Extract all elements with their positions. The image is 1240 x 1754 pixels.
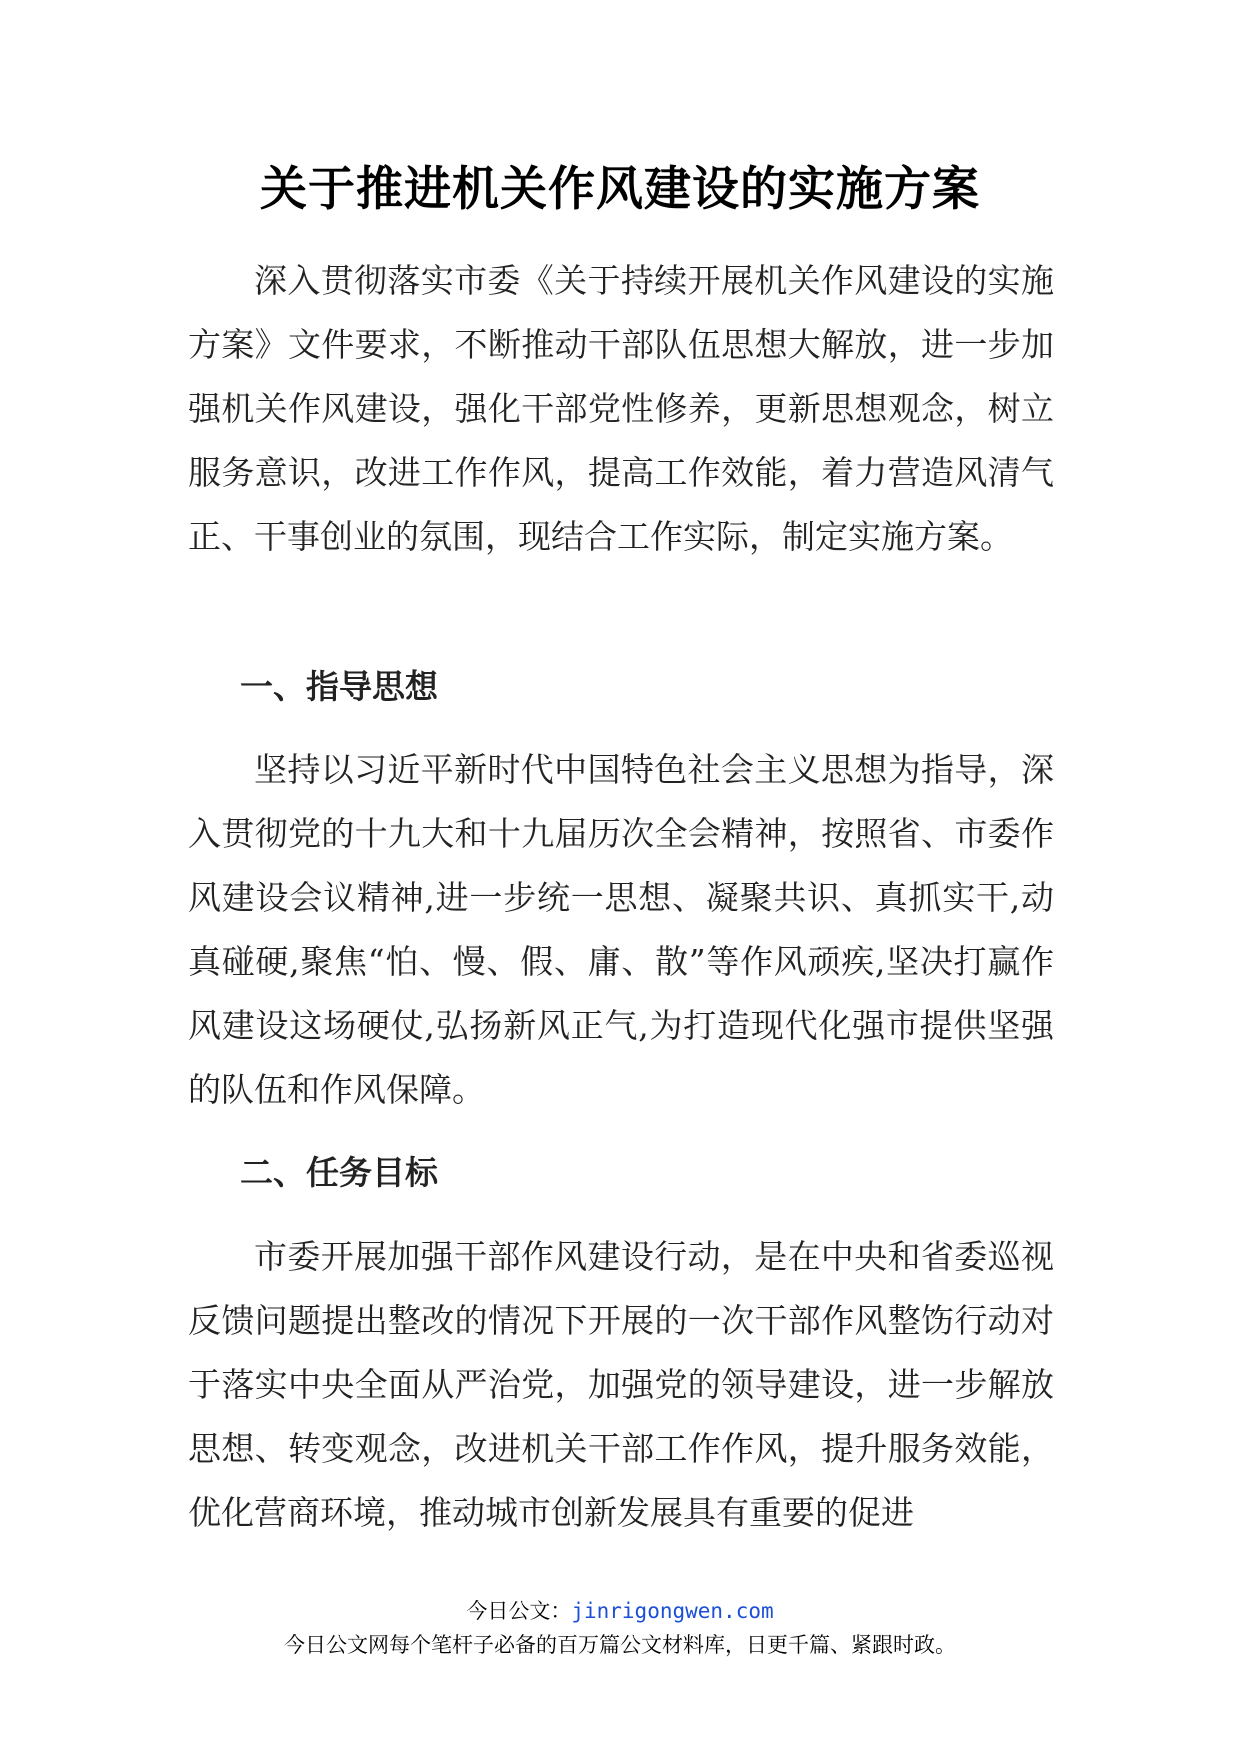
document-title: 关于推进机关作风建设的实施方案	[260, 162, 980, 217]
section-body-task-goals: 市委开展加强干部作风建设行动，是在中央和省委巡视反馈问题提出整改的情况下开展的一次干部作风整饬行动对于落实中央全面从严治党，加强党的领导建设，进一步解放思想、转变观念，改进机关干部工作作风，提升服务效能，优化营商环境，推动城市创新发展具有重要的促进	[188, 1237, 1054, 1532]
footer-source	[0, 1596, 1240, 1626]
footer-url-link[interactable]: jinrigongwen.com	[571, 1599, 774, 1623]
footer-label: 今日公文：	[466, 1599, 572, 1623]
section-body-guiding-thought: 坚持以习近平新时代中国特色社会主义思想为指导，深入贯彻党的十九大和十九届历次全会精神，按照省、市委作风建设会议精神,进一步统一思想、凝聚共识、真抓实干,动真碰硬,聚焦“怕、慢、假、庸、散”等作风顽疾,坚决打赢作风建设这场硬仗,弘扬新风正气,为打造现代化强市提供坚强的队伍和作风保障。	[188, 750, 1054, 1109]
section-heading-guiding-thought: 一、指导思想	[240, 667, 438, 706]
section-body-clip	[0, 1225, 1240, 1545]
footer-slogan: 今日公文网每个笔杆子必备的百万篇公文材料库，日更千篇、紧跟时政。	[284, 1633, 956, 1657]
intro-paragraph: 深入贯彻落实市委《关于持续开展机关作风建设的实施方案》文件要求，不断推动干部队伍思想大解放，进一步加强机关作风建设，强化干部党性修养，更新思想观念，树立服务意识，改进工作作风，提高工作效能，着力营造风清气正、干事创业的氛围，现结合工作实际，制定实施方案。	[188, 261, 1054, 556]
section-heading-task-goals: 二、任务目标	[240, 1153, 438, 1192]
